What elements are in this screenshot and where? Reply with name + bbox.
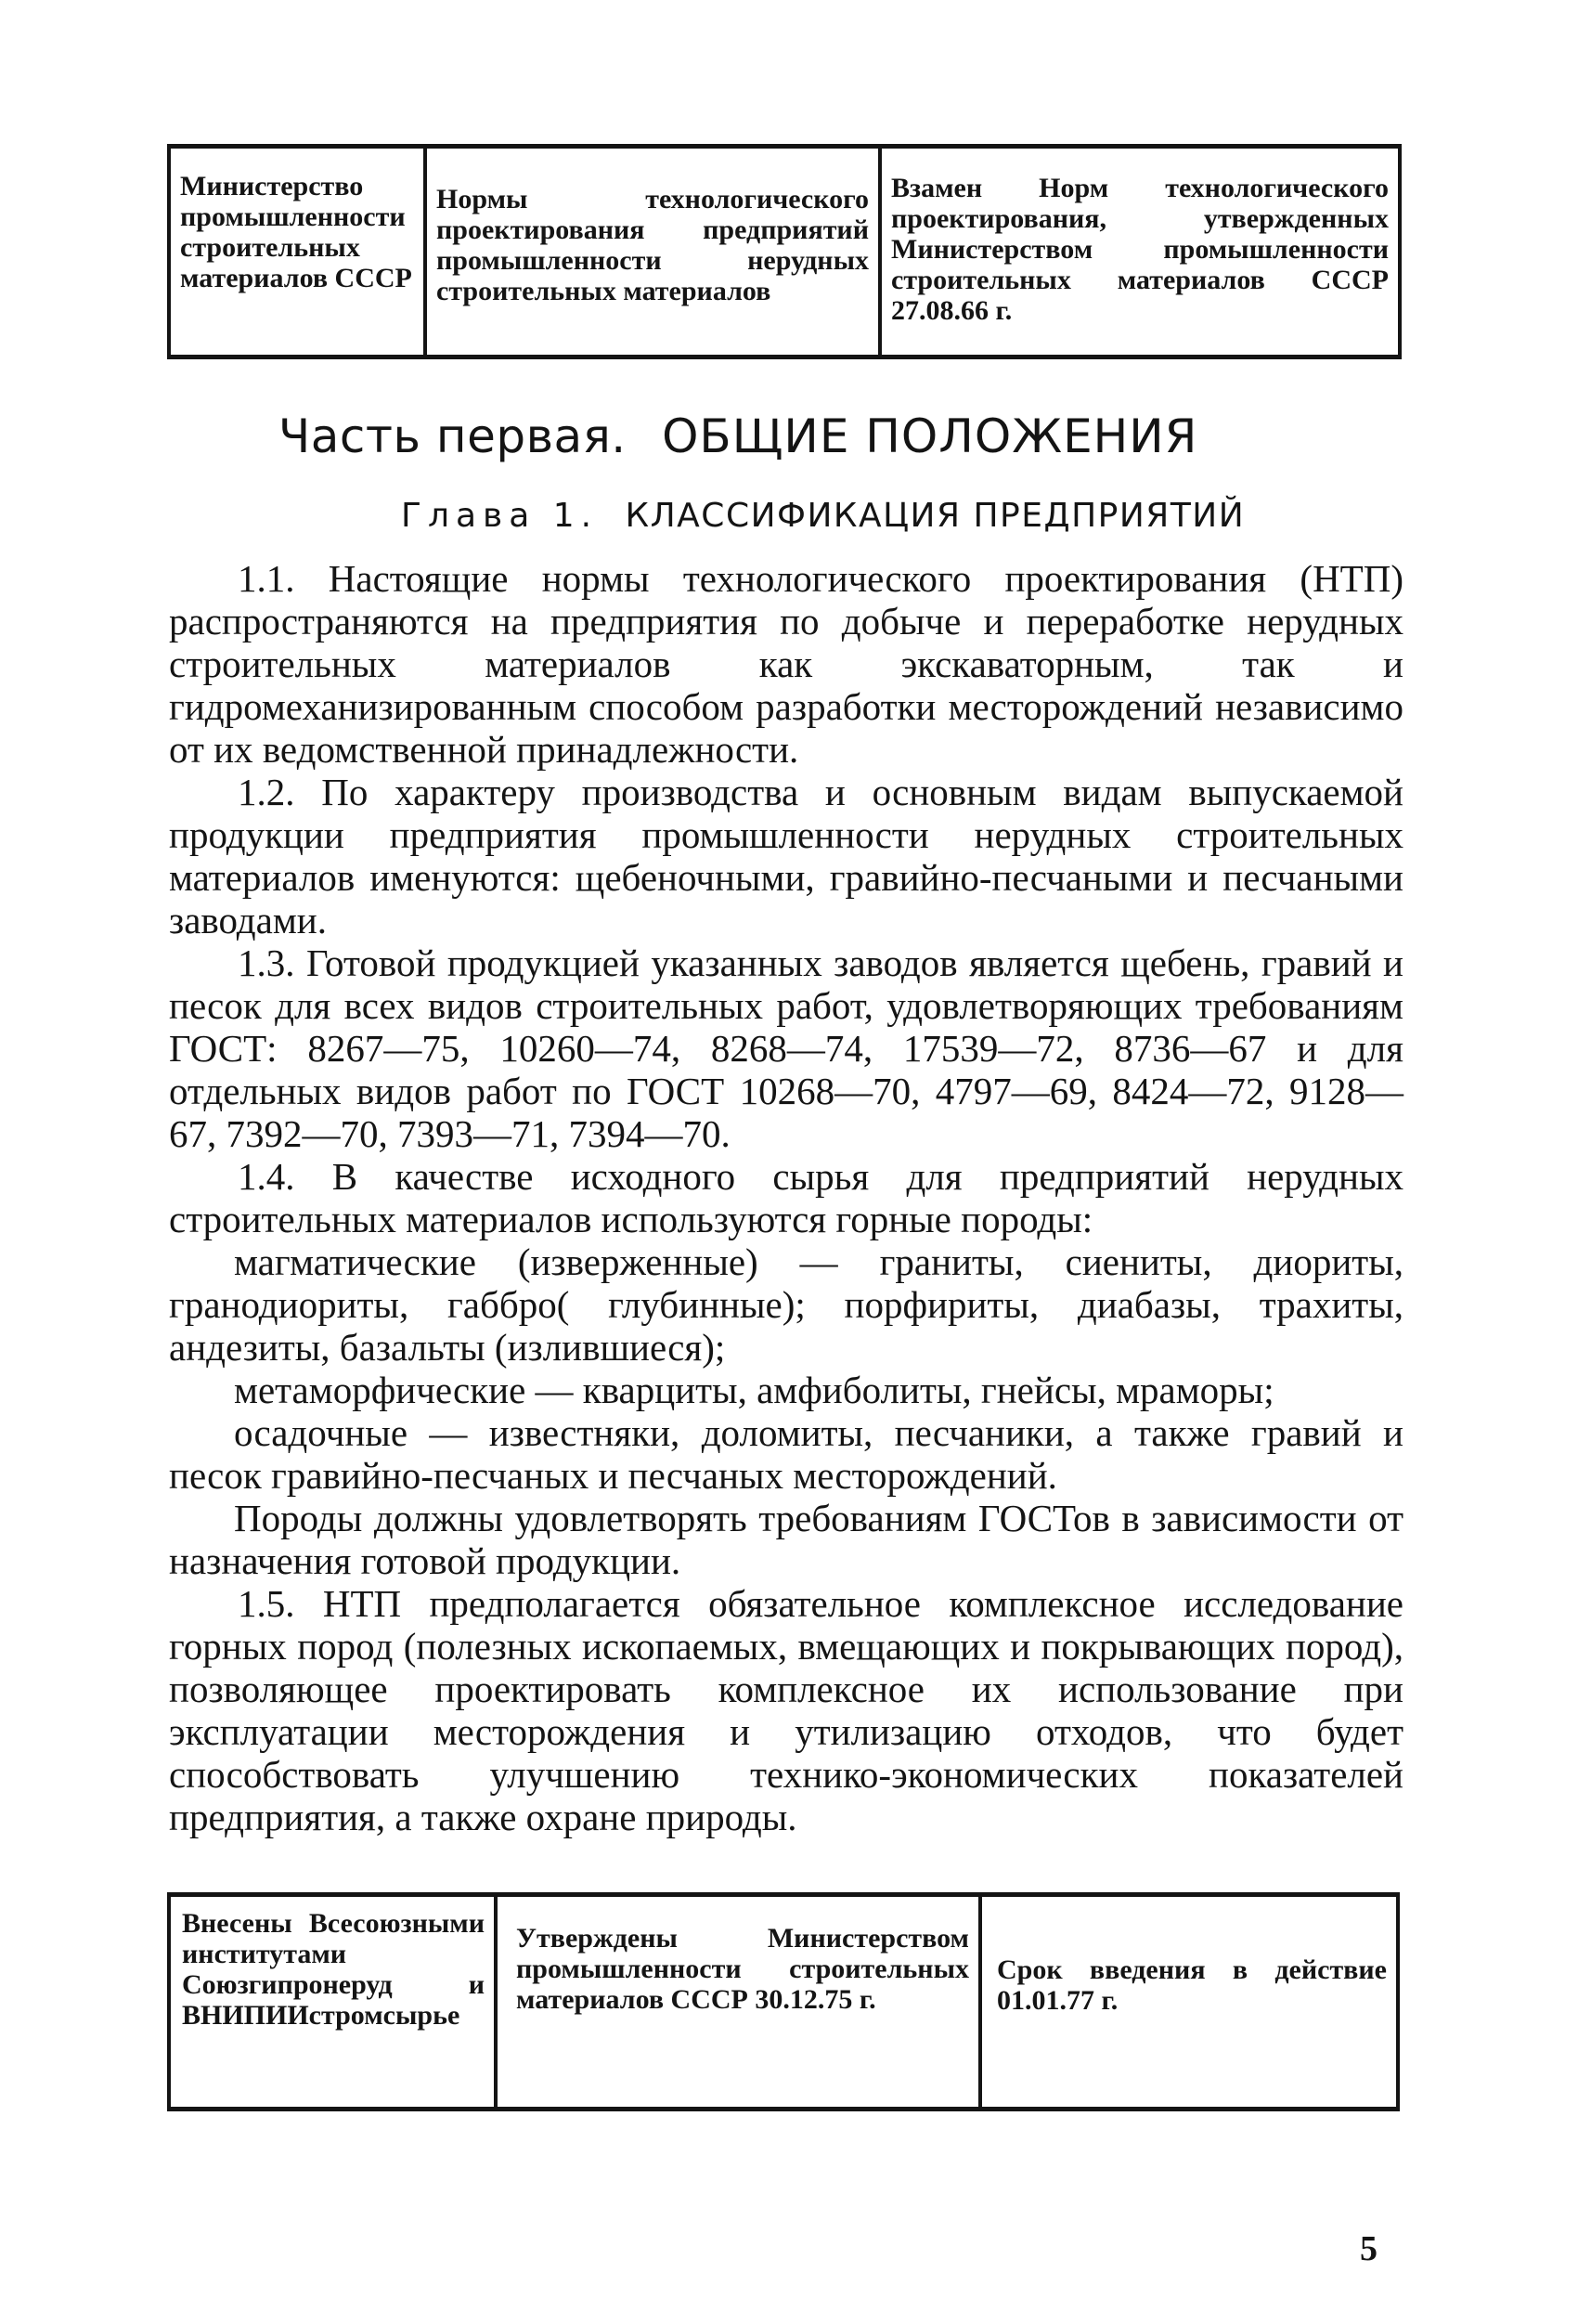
footer-introduced: Внесены Всесоюзными институтами Союзгипронеруд и ВНИПИИстромсырье [167, 1897, 494, 2107]
rocks-metamorphic: метаморфические — кварциты, амфиболиты, гнейсы, мраморы; [234, 1369, 1274, 1411]
body-text [169, 557, 1403, 1838]
footer-effective: Срок введения в действие 01.01.77 г. [978, 1897, 1400, 2107]
part-label: Часть первая. [278, 409, 627, 463]
part-heading [278, 409, 1197, 464]
rocks-sedimentary: осадочные — известняки, доломиты, песчаники, а также гравий и песок гравийно-песчаных и песчаных месторождений. [169, 1411, 1403, 1497]
footer-table [167, 1892, 1400, 2111]
paragraph-1-2: 1.2. По характеру производства и основным видам выпускаемой продукции предприятия промышленности нерудных строительных материалов именуются: щебеночными, гравийно-песчаными и песчаными заводами. [169, 771, 1403, 941]
paragraph-gost-requirements: Породы должны удовлетворять требованиям ГОСТов в зависимости от назначения готовой продукции. [169, 1497, 1403, 1582]
paragraph-1-5: 1.5. НТП предполагается обязательное комплексное исследование горных пород (полезных ископаемых, вмещающих и покрывающих пород), позволяющее проектировать комплексное их использование при эксплуатации месторождения и утилизацию отходов, что будет способствовать улучшению технико-экономических показателей предприятия, а также охране природы. [169, 1582, 1403, 1838]
page-number: 5 [1360, 2229, 1378, 2268]
header-norms-title: Нормы технологического проектирования предприятий промышленности нерудных строительных материалов [423, 149, 878, 355]
paragraph-1-1: 1.1. Настоящие нормы технологического проектирования (НТП) распространяются на предприятия по добыче и переработке нерудных строительных материалов как экскаваторным, так и гидромеханизированным способом разработки месторождений независимо от их ведомственной принадлежности. [169, 557, 1403, 771]
chapter-title: КЛАССИФИКАЦИЯ ПРЕДПРИЯТИЙ [625, 497, 1246, 535]
chapter-label: Глава 1. [401, 497, 599, 535]
rocks-magmatic: магматические (изверженные) — граниты, сиениты, диориты, гранодиориты, габбро( глубинные); порфириты, диабазы, трахиты, андезиты, базальты (излившиеся); [169, 1240, 1403, 1369]
header-replaces: Взамен Норм технологического проектирования, утвержденных Министерством промышленности строительных материалов СССР 27.08.66 г. [878, 149, 1402, 355]
part-title: ОБЩИЕ ПОЛОЖЕНИЯ [662, 409, 1198, 463]
header-ministry: Министерство промышленности строительных материалов СССР [167, 149, 423, 355]
footer-approved: Утверждены Министерством промышленности строительных материалов СССР 30.12.75 г. [494, 1897, 978, 2107]
header-table [167, 144, 1402, 359]
paragraph-1-4: 1.4. В качестве исходного сырья для предприятий нерудных строительных материалов используются горные породы: [169, 1155, 1403, 1240]
paragraph-1-3: 1.3. Готовой продукцией указанных заводов является щебень, гравий и песок для всех видов строительных работ, удовлетворяющих требованиям ГОСТ: 8267—75, 10260—74, 8268—74, 17539—72, 8736—67 и для отдельных видов работ по ГОСТ 10268—70, 4797—69, 8424—72, 9128—67, 7392—70, 7393—71, 7394—70. [169, 941, 1403, 1155]
chapter-heading [401, 496, 1245, 537]
